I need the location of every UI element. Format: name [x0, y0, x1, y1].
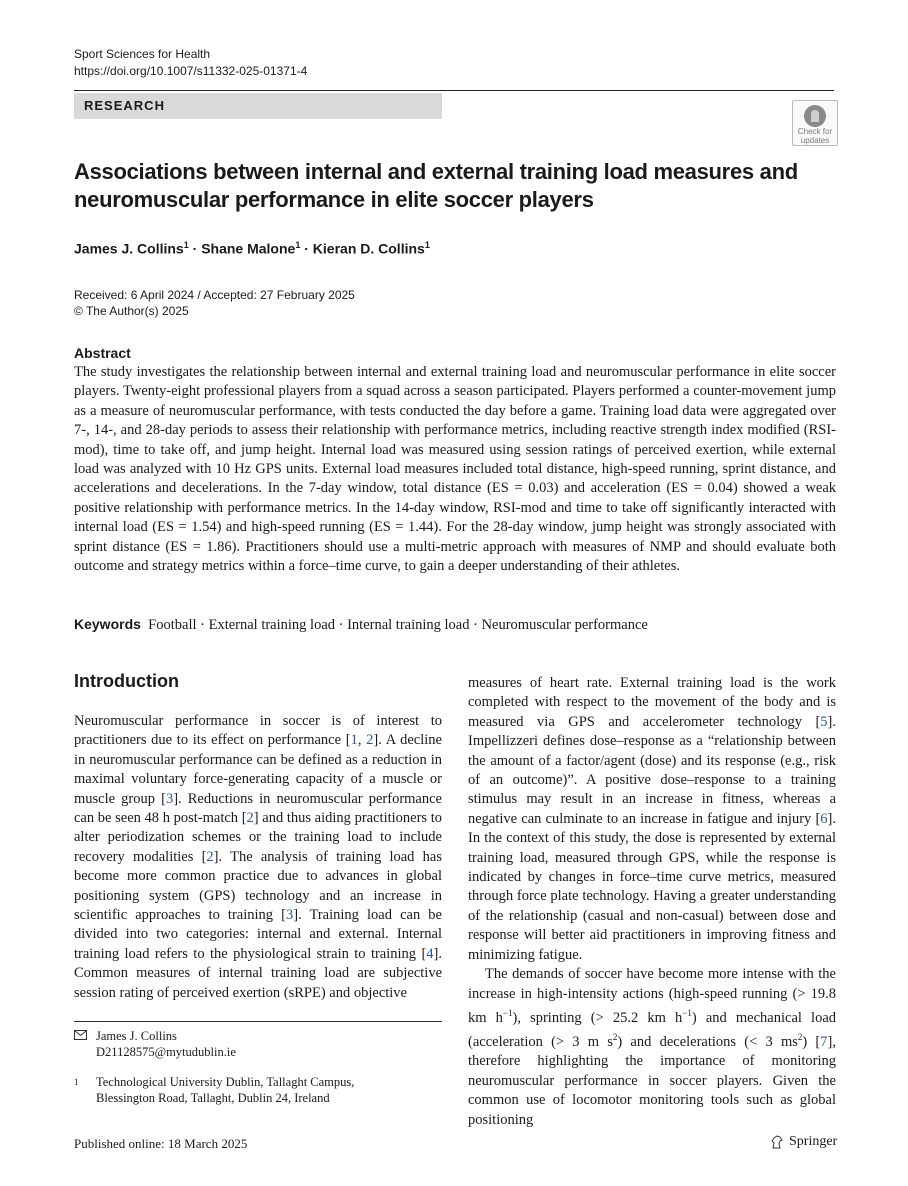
crossmark-badge[interactable]: [792, 100, 838, 146]
right-column: [468, 674, 836, 1130]
right-paragraph-1: measures of heart rate. External training load is the work completed with respect to the movement of the body and is measured via GPS and accelerometer technology [5]. Impellizzeri defines dose–response as a “relationship between the amount of a factor/agent (dose) and its response (e.g., risk of an outcome)”. A positive dose–response to a training stimulus may result in an increase in fitness, whereas a negative can culminate to an increase in fatigue and injury [6]. In the context of this study, the dose is represented by external training load, measured through GPS, while the response is indicated by changes in force–time curve metrics, measured through force plate technology. Having a greater understanding of the relationship (casual and non-casual) between dose and response will better aid practitioners in improving fitness and minimizing fatigue.: [468, 675, 836, 963]
crossmark-line2: updates: [800, 136, 830, 145]
keywords-list: Football · External training load · Internal training load · Neuromuscular performance: [148, 617, 648, 633]
corresponding-author-email[interactable]: D21128575@mytudublin.ie: [96, 1045, 236, 1059]
citation-link[interactable]: 1: [350, 732, 358, 749]
keywords-label: Keywords: [74, 616, 141, 632]
article-title: Associations between internal and external training load measures and neuromuscular performance in elite soccer players: [74, 159, 798, 212]
journal-name: Sport Sciences for Health: [74, 47, 211, 61]
publisher-logo: [770, 1134, 837, 1150]
received-accepted: Received: 6 April 2024 / Accepted: 27 February 2025: [74, 288, 355, 302]
affiliation-line2: Blessington Road, Tallaght, Dublin 24, Ireland: [96, 1091, 330, 1105]
author-affiliation-marker: 1: [183, 240, 189, 250]
superscript: −1: [682, 1007, 692, 1018]
superscript: 2: [612, 1032, 618, 1043]
article-dates: [74, 287, 355, 319]
abstract-heading: Abstract: [74, 345, 131, 361]
affiliation-line1: Technological University Dublin, Tallaght Campus,: [96, 1075, 355, 1089]
envelope-icon: [74, 1028, 96, 1044]
right-paragraph-2: The demands of soccer have become more intense with the increase in high-intensity actions (high-speed running (> 19.8 km $h^{-1}$), sprinting (> 25.2 km $h^{-1}$) and mechanical load (acceleration (> 3 m $s^2$) and decelerations (< 3 $ms^2$) [7], therefore highlighting the importance of monitoring neuromuscular performance in soccer players. Given the common use of locomotor monitoring tools such as global positioning: [468, 966, 836, 1128]
citation-link[interactable]: 4: [426, 945, 434, 962]
author-list: James J. Collins$^1$ · Shane Malone$^1$ · Kieran D. Collins$^1$: [74, 240, 430, 257]
publisher-name: Springer: [789, 1134, 838, 1149]
citation-link[interactable]: 5: [820, 713, 828, 730]
keywords: [74, 616, 836, 634]
citation-link[interactable]: 3: [165, 790, 174, 807]
abstract-text: The study investigates the relationship between internal and external training load and neuromuscular performance in elite soccer players. Twenty-eight professional players from a squad across a season participated. Players performed a counter-movement jump as a measure of neuromuscular performance, with tests conducted the day before a game. Training load data were aggregated over 7-, 14-, and 28-day periods to assess their relationship with performance metrics, including reactive strength index modified (RSI-mod), time to take off, and jump height. Internal load was measured using session ratings of perceived exertion, while external load was analyzed with 10 Hz GPS units. External load measures included total distance, high-speed running, sprint distance, and accelerations and decelerations. In the 7-day window, total distance (ES = 0.03) and acceleration (ES = 0.04) showed a weak positive relationship with performance metrics. In the 14-day window, RSI-mod and time to take off significantly interacted with internal load (ES = 1.54) and high-speed running (ES = 1.44). For the 28-day window, jump height was strongly associated with sprint distance (ES = 1.86). Practitioners should use a multi-metric approach with measures of NMP and should evaluate both outcome and strategy metrics within a force–time curve, to gain a deeper understanding of their athletes.: [74, 364, 836, 575]
header-rule: [74, 90, 834, 91]
author-affiliation-marker: 1: [295, 240, 301, 250]
author-name[interactable]: Shane Malone: [201, 240, 296, 257]
citation-link[interactable]: 3: [285, 907, 294, 924]
copyright: © The Author(s) 2025: [74, 304, 189, 318]
section-label: RESEARCH: [84, 98, 165, 113]
citation-link[interactable]: 2: [206, 848, 214, 865]
citation-link[interactable]: 2: [366, 732, 374, 749]
superscript: −1: [502, 1007, 513, 1018]
journal-header: [74, 46, 307, 80]
superscript: 2: [797, 1032, 803, 1043]
author-affiliation-marker: 1: [424, 240, 430, 250]
citation-link[interactable]: 2: [246, 810, 254, 827]
citation-link[interactable]: 6: [820, 810, 828, 827]
corresponding-author-name: James J. Collins: [96, 1029, 177, 1043]
author-name[interactable]: Kieran D. Collins: [312, 240, 425, 257]
footnote-rule: [74, 1021, 442, 1022]
citation-link[interactable]: 7: [820, 1033, 828, 1050]
affiliation-number: 1: [74, 1077, 79, 1087]
crossmark-icon: [804, 105, 826, 127]
journal-doi-link[interactable]: https://doi.org/10.1007/s11332-025-01371-4: [74, 64, 308, 78]
author-name[interactable]: James J. Collins: [74, 240, 184, 257]
affiliation: [74, 1074, 354, 1106]
left-column-text: Neuromuscular performance in soccer is of interest to practitioners due to its effect on performance [1, 2]. A decline in neuromuscular performance can be defined as a reduction in maximal voluntary force-generating capacity of a muscle or muscle group [3]. Reductions in neuromuscular performance can be seen 48 h post-match [2] and thus aiding practitioners to alter periodization schemes or the training load to include recovery modalities [2]. The analysis of training load has become more common practice due to advances in global positioning system (GPS) technology and an increase in scientific approaches to training [3]. Training load can be divided into two categories: internal and external. Internal training load refers to the physiological strain to training [4]. Common measures of internal training load are subjective session rating of perceived exertion (sRPE) and objective: [74, 713, 442, 1001]
correspondence: [74, 1028, 236, 1060]
springer-horse-icon: [770, 1135, 784, 1149]
introduction-heading: Introduction: [74, 671, 179, 691]
published-online: Published online: 18 March 2025: [74, 1136, 248, 1151]
crossmark-line1: Check for: [797, 127, 833, 136]
